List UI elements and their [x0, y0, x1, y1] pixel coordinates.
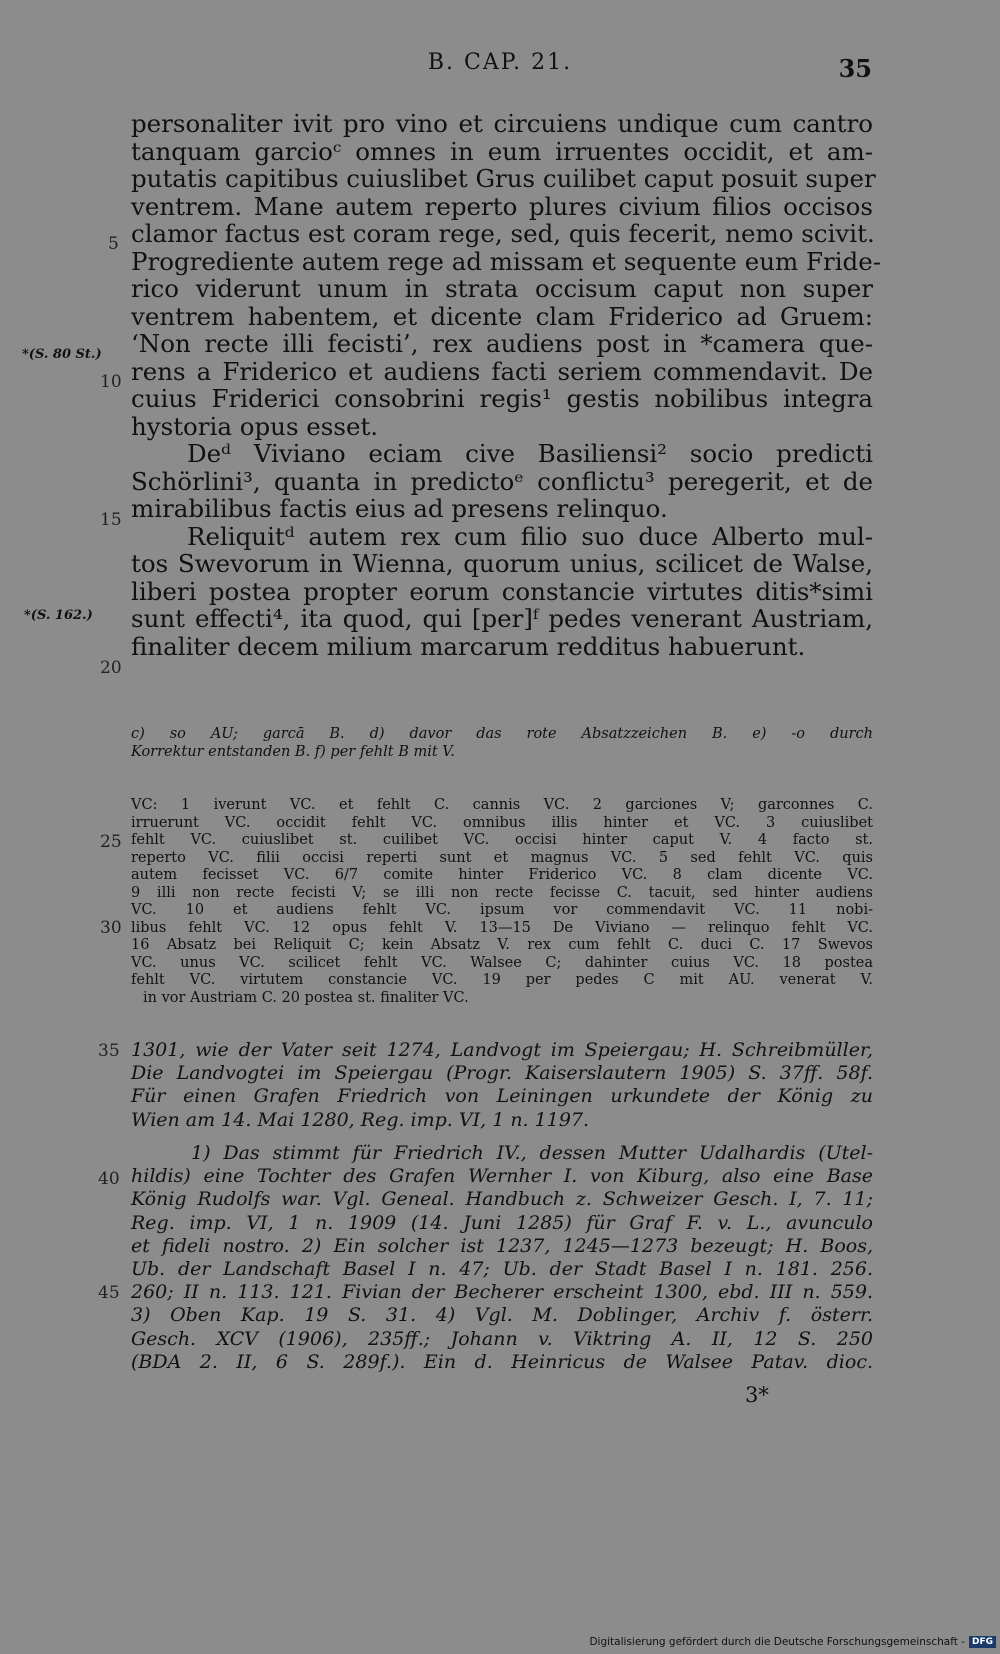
- line-number: 35: [98, 1041, 120, 1061]
- margin-note: *(S. 80 St.): [22, 347, 102, 362]
- line-number: 30: [100, 918, 122, 938]
- variant-apparatus: [131, 797, 873, 1007]
- note-line: 3) Oben Kap. 19 S. 31. 4) Vgl. M. Doblinger, Archiv f. österr.: [131, 1304, 873, 1327]
- credit-text: Digitalisierung gefördert durch die Deutsche Forschungsgemeinschaft -: [589, 1636, 965, 1648]
- variant-line: in vor Austriam C. 20 postea st. finaliter VC.: [143, 989, 469, 1006]
- variant-line: fehlt VC. virtutem constancie VC. 19 per pedes C mit AU. venerat V.: [131, 972, 873, 988]
- variant-line: VC: 1 iverunt VC. et fehlt C. cannis VC. 2 garciones V; garconnes C.: [131, 797, 873, 813]
- running-head: B. CAP. 21.: [427, 50, 573, 75]
- note-line: 1) Das stimmt für Friedrich IV., dessen Mutter Udalhardis (Utel-: [191, 1142, 873, 1164]
- text-line: finaliter decem milium marcarum redditus habuerunt.: [131, 631, 806, 661]
- text-line: cuius Friderici consobrini regis¹ gestis nobilibus integra: [131, 384, 873, 413]
- line-number: 15: [100, 510, 122, 530]
- note-line: Wien am 14. Mai 1280, Reg. imp. VI, 1 n. 1197.: [131, 1108, 590, 1131]
- signature-mark: 3*: [745, 1383, 769, 1407]
- line-number: 10: [100, 372, 122, 392]
- variant-line: irruerunt VC. occidit fehlt VC. omnibus illis hinter et VC. 3 cuiuslibet: [131, 814, 873, 831]
- digitization-credit: [589, 1636, 996, 1648]
- main-text: [131, 109, 882, 661]
- text-line: tanquam garcioᶜ omnes in eum irruentes occidit, et am-: [131, 136, 873, 166]
- note-line: Für einen Grafen Friedrich von Leiningen urkundete der König zu: [131, 1085, 873, 1108]
- text-line: personaliter ivit pro vino et circuiens undique cum cantro: [131, 109, 873, 138]
- text-line: Reliquitᵈ autem rex cum filio suo duce Alberto mul-: [187, 521, 873, 551]
- variant-line: 16 Absatz bei Reliquit C; kein Absatz V. rex cum fehlt C. duci C. 17 Swevos: [131, 937, 873, 953]
- historical-notes: [131, 1142, 873, 1374]
- note-line: et fideli nostro. 2) Ein solcher ist 1237, 1245—1273 bezeugt; H. Boos,: [131, 1234, 873, 1257]
- variant-line: fehlt VC. cuiuslibet st. cuilibet VC. occisi hinter caput V. 4 facto st.: [131, 832, 873, 848]
- text-line: hystoria opus esset.: [131, 411, 379, 441]
- text-line: ‘Non recte illi fecisti’, rex audiens post in *camera que-: [131, 329, 873, 358]
- text-line: rens a Friderico et audiens facti seriem commendavit. De: [131, 356, 873, 386]
- note-line: 260; II n. 113. 121. Fivian der Becherer erscheint 1300, ebd. III n. 559.: [131, 1281, 873, 1304]
- note-line: Reg. imp. VI, 1 n. 1909 (14. Juni 1285) für Graf F. v. L., avunculo: [131, 1211, 873, 1234]
- page-number: 35: [838, 54, 872, 83]
- line-number: 40: [98, 1169, 120, 1189]
- note-line: Korrektur entstanden B. f) per fehlt B mit V.: [131, 743, 455, 760]
- text-line: liberi postea propter eorum constancie virtutes ditis*simi: [131, 576, 873, 606]
- dfg-logo: DFG: [969, 1636, 996, 1648]
- textual-notes: [131, 726, 873, 761]
- text-line: Progrediente autem rege ad missam et sequente eum Fride-: [131, 246, 882, 276]
- note-line: Gesch. XCV (1906), 235ff.; Johann v. Viktring A. II, 12 S. 250: [131, 1327, 873, 1350]
- note-line: 1301, wie der Vater seit 1274, Landvogt im Speiergau; H. Schreibmüller,: [131, 1039, 873, 1061]
- note-line: Ub. der Landschaft Basel I n. 47; Ub. der Stadt Basel I n. 181. 256.: [131, 1258, 873, 1281]
- text-line: Deᵈ Viviano eciam cive Basiliensi² socio predicti: [187, 439, 873, 468]
- text-line: rico viderunt unum in strata occisum caput non super: [131, 274, 873, 303]
- historical-notes-continued: [131, 1039, 873, 1132]
- note-line: hildis) eine Tochter des Grafen Wernher I. von Kiburg, also eine Base: [131, 1165, 873, 1188]
- line-number: 25: [100, 832, 122, 852]
- text-line: ventrem habentem, et dicente clam Friderico ad Gruem:: [131, 301, 873, 331]
- note-line: (BDA 2. II, 6 S. 289f.). Ein d. Heinricus de Walsee Patav. dioc.: [131, 1350, 873, 1373]
- line-number: 20: [100, 658, 122, 678]
- text-line: ventrem. Mane autem reperto plures civium filios occisos: [131, 191, 873, 221]
- variant-line: 9 illi non recte fecisti V; se illi non recte fecisse C. tacuit, sed hinter audiens: [131, 884, 873, 901]
- variant-line: libus fehlt VC. 12 opus fehlt V. 13—15 De Viviano — relinquo fehlt VC.: [131, 919, 873, 936]
- line-number: 5: [108, 234, 119, 254]
- note-line: König Rudolfs war. Vgl. Geneal. Handbuch z. Schweizer Gesch. I, 7. 11;: [131, 1188, 873, 1211]
- text-line: Schörlini³, quanta in predictoᵉ conflictu³ peregerit, et de: [131, 466, 873, 496]
- variant-line: reperto VC. filii occisi reperti sunt et magnus VC. 5 sed fehlt VC. quis: [131, 849, 873, 866]
- variant-line: VC. 10 et audiens fehlt VC. ipsum vor commendavit VC. 11 nobi-: [131, 902, 873, 918]
- margin-note: *(S. 162.): [24, 608, 93, 623]
- variant-line: VC. unus VC. scilicet fehlt VC. Walsee C; dahinter cuius VC. 18 postea: [131, 954, 873, 971]
- note-line: c) so AU; garcā B. d) davor das rote Absatzzeichen B. e) -o durch: [131, 726, 873, 742]
- text-line: tos Swevorum in Wienna, quorum unius, scilicet de Walse,: [131, 549, 873, 578]
- text-line: sunt effecti⁴, ita quod, qui [per]ᶠ pedes venerant Austriam,: [131, 604, 873, 633]
- line-number: 45: [98, 1283, 120, 1303]
- variant-line: autem fecisset VC. 6/7 comite hinter Friderico VC. 8 clam dicente VC.: [131, 867, 873, 883]
- text-line: putatis capitibus cuiuslibet Grus cuilibet caput posuit super: [131, 164, 876, 193]
- text-line: mirabilibus factis eius ad presens relinquo.: [131, 494, 668, 523]
- note-line: Die Landvogtei im Speiergau (Progr. Kaiserslautern 1905) S. 37ff. 58f.: [131, 1062, 873, 1085]
- text-line: clamor factus est coram rege, sed, quis fecerit, nemo scivit.: [131, 219, 875, 248]
